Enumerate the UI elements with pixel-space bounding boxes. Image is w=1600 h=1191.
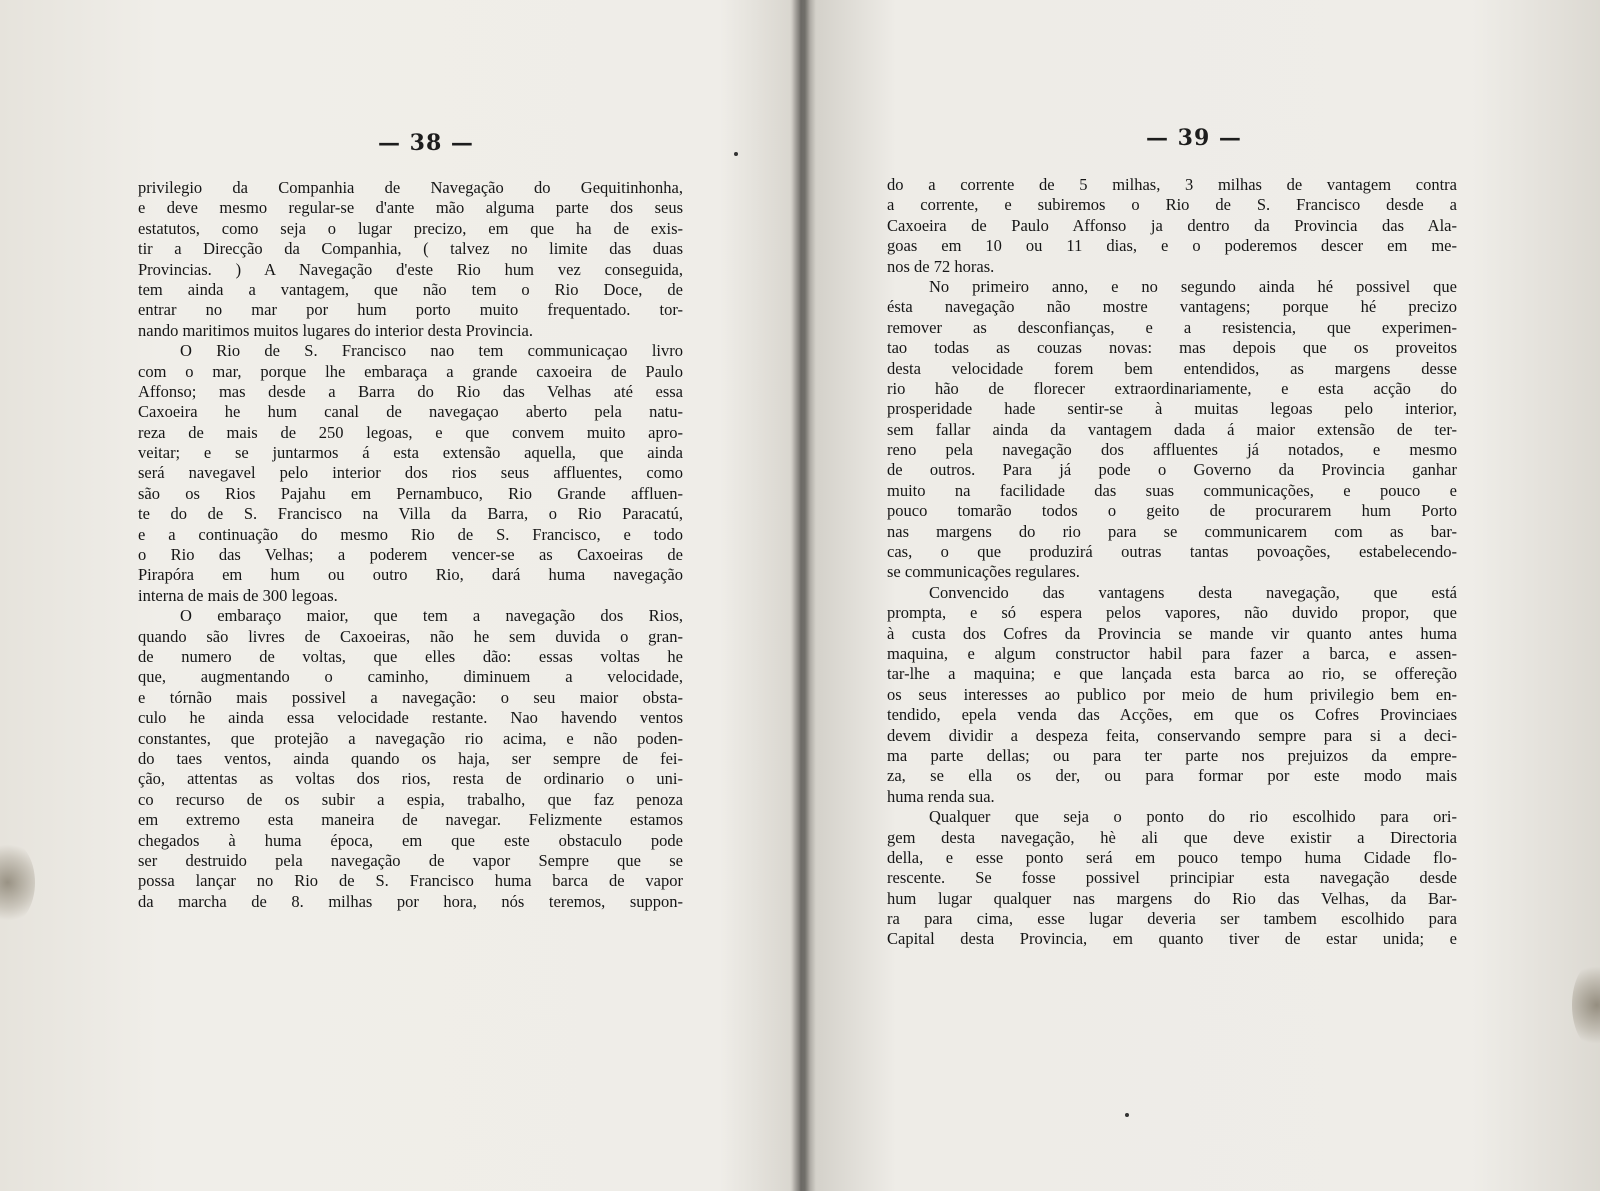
text-line: da marcha de 8. milhas por hora, nós teremos, suppon- xyxy=(138,891,683,911)
text-line: Caxoeira de Paulo Affonso ja dentro da Provincia das Ala- xyxy=(887,215,1457,235)
text-line: cas, o que produzirá outras tantas povoações, estabelecendo- xyxy=(887,542,1457,562)
text-line: Provincias. ) A Navegação d'este Rio hum vez conseguida, xyxy=(138,259,683,279)
text-line: interna de mais de 300 legoas. xyxy=(138,585,338,605)
page-text xyxy=(887,175,1457,950)
text-line: co recurso de os subir a espia, trabalho, que faz penoza xyxy=(138,789,683,809)
text-line: tendido, epela venda das Acções, em que os Cofres Provinciaes xyxy=(887,705,1457,725)
text-line: tem ainda a vantagem, que não tem o Rio Doce, de xyxy=(138,279,683,299)
text-line: constantes, que protejão a navegação rio acima, e não poden- xyxy=(138,728,683,748)
text-line: e deve mesmo regular-se d'ante mão alguma parte dos seus xyxy=(138,198,683,218)
text-line: tir a Direcção da Companhia, ( talvez no limite das duas xyxy=(138,239,683,259)
text-line: de outros. Para já pode o Governo da Provincia ganhar xyxy=(887,460,1457,480)
text-line: do taes ventos, ainda quando os haja, ser sempre de fei- xyxy=(138,748,683,768)
text-line: são os Rios Pajahu em Pernambuco, Rio Grande affluen- xyxy=(138,483,683,503)
text-line: quando são livres de Caxoeiras, não he sem duvida o gran- xyxy=(138,626,683,646)
text-line: rescente. Se fosse possivel principiar esta navegação desde xyxy=(887,868,1457,888)
text-line: entrar no mar por hum porto muito frequentado. tor- xyxy=(138,300,683,320)
text-line: chegados à huma época, em que este obstaculo pode xyxy=(138,830,683,850)
text-line: culo he ainda essa velocidade restante. Nao havendo ventos xyxy=(138,708,683,728)
text-line: será navegavel pelo interior dos rios seus affluentes, como xyxy=(138,463,683,483)
text-line: Caxoeira he hum canal de navegaçao aberto pela natu- xyxy=(138,402,683,422)
text-line: reza de mais de 250 legoas, e que convem muito apro- xyxy=(138,422,683,442)
text-line: prompta, e só espera pelos vapores, não duvido propor, que xyxy=(887,603,1457,623)
text-line: desta velocidade forem bem entendidos, as margens desse xyxy=(887,358,1457,378)
text-line: em extremo esta maneira de navegar. Felizmente estamos xyxy=(138,810,683,830)
text-line: Pirapóra em hum ou outro Rio, dará huma navegação xyxy=(138,565,683,585)
right-page xyxy=(803,0,1600,1191)
text-line: possa lançar no Rio de S. Francisco huma barca de vapor xyxy=(138,871,683,891)
text-line: della, e esse ponto será em pouco tempo huma Cidade flo- xyxy=(887,847,1457,867)
text-line: muito na facilidade das suas communicações, e pouco e xyxy=(887,480,1457,500)
text-line: Convencido das vantagens desta navegação, que está xyxy=(929,582,1457,602)
text-line: gem desta navegação, hè ali que deve existir a Directoria xyxy=(887,827,1457,847)
page-number: — 39 — xyxy=(1146,125,1242,151)
text-line: a corrente, e subiremos o Rio de S. Francisco desde a xyxy=(887,195,1457,215)
text-line: que, augmentando o caminho, diminuem a velocidade, xyxy=(138,667,683,687)
text-line: te do de S. Francisco na Villa da Barra, o Rio Paracatú, xyxy=(138,504,683,524)
text-line: ra para cima, esse lugar deveria ser tambem escolhido para xyxy=(887,909,1457,929)
text-line: nos de 72 horas. xyxy=(887,256,995,276)
text-line: tar-lhe a maquina; e que lançada esta barca ao rio, se offereção xyxy=(887,664,1457,684)
text-line: O embaraço maior, que tem a navegação dos Rios, xyxy=(180,606,683,626)
text-line: de numero de voltas, que elles dão: essas voltas he xyxy=(138,646,683,666)
text-line: veitar; e se juntarmos á esta extensão aquella, que ainda xyxy=(138,443,683,463)
text-line: O Rio de S. Francisco nao tem communicaçao livro xyxy=(180,341,683,361)
text-line: e tórnão mais possivel a navegação: o seu maior obsta- xyxy=(138,687,683,707)
text-line: rio hão de florecer extraordinariamente, e esta acção do xyxy=(887,378,1457,398)
text-line: reno pela navegação dos affluentes já notados, e mesmo xyxy=(887,440,1457,460)
text-line: huma renda sua. xyxy=(887,786,995,806)
text-line: privilegio da Companhia de Navegação do Gequitinhonha, xyxy=(138,178,683,197)
text-line: nando maritimos muitos lugares do interior desta Provincia. xyxy=(138,320,534,340)
text-line: tao todas as couzas novas: mas depois que os proveitos xyxy=(887,338,1457,358)
text-line: sem fallar ainda da vantagem dada á maior extensão de ter- xyxy=(887,419,1457,439)
text-line: prosperidade hade sentir-se à muitas legoas pelo interior, xyxy=(887,399,1457,419)
text-line: ésta navegação não mostre vantagens; porque hé precizo xyxy=(887,297,1457,317)
text-line: ser destruido pela navegação de vapor Sempre que se xyxy=(138,850,683,870)
text-line: maquina, e algum constructor habil para fazer a barca, e assen- xyxy=(887,643,1457,663)
text-line: estatutos, como seja o lugar precizo, em que ha de exis- xyxy=(138,218,683,238)
text-line: com o mar, porque lhe embaraça a grande caxoeira de Paulo xyxy=(138,361,683,381)
text-line: do a corrente de 5 milhas, 3 milhas de vantagem contra xyxy=(887,175,1457,194)
text-line: remover as desconfianças, e a resistencia, que experimen- xyxy=(887,317,1457,337)
text-line: nas margens do rio para se communicarem com as bar- xyxy=(887,521,1457,541)
text-line: Affonso; mas desde a Barra do Rio das Velhas até essa xyxy=(138,381,683,401)
left-page xyxy=(0,0,797,1191)
text-line: o Rio das Velhas; a poderem vencer-se as Caxoeiras de xyxy=(138,545,683,565)
text-line: Capital desta Provincia, em quanto tiver de estar unida; e xyxy=(887,929,1457,949)
text-line: No primeiro anno, e no segundo ainda hé possivel que xyxy=(929,276,1457,296)
page-text xyxy=(138,178,683,912)
text-line: pouco tomarão todos o geito de procurarem hum Porto xyxy=(887,501,1457,521)
page-number: — 38 — xyxy=(378,130,474,156)
text-line: ma parte dellas; ou para ter parte nos prejuizos da empre- xyxy=(887,745,1457,765)
text-line: za, se ella os der, ou para formar por este modo mais xyxy=(887,766,1457,786)
text-line: Qualquer que seja o ponto do rio escolhido para ori- xyxy=(929,807,1457,827)
text-line: hum lugar qualquer nas margens do Rio das Velhas, da Bar- xyxy=(887,888,1457,908)
text-line: à custa dos Cofres da Provincia se mande vir quanto antes huma xyxy=(887,623,1457,643)
text-line: goas em 10 ou 11 dias, e o poderemos descer em me- xyxy=(887,236,1457,256)
text-line: e a continuação do mesmo Rio de S. Francisco, e todo xyxy=(138,524,683,544)
text-line: os seus interesses ao publico por meio de hum privilegio bem en- xyxy=(887,684,1457,704)
text-line: ção, attentas as voltas dos rios, resta de ordinario o uni- xyxy=(138,769,683,789)
text-line: se communicações regulares. xyxy=(887,562,1080,582)
text-line: devem dividir a despeza feita, conservando sempre para si a deci- xyxy=(887,725,1457,745)
